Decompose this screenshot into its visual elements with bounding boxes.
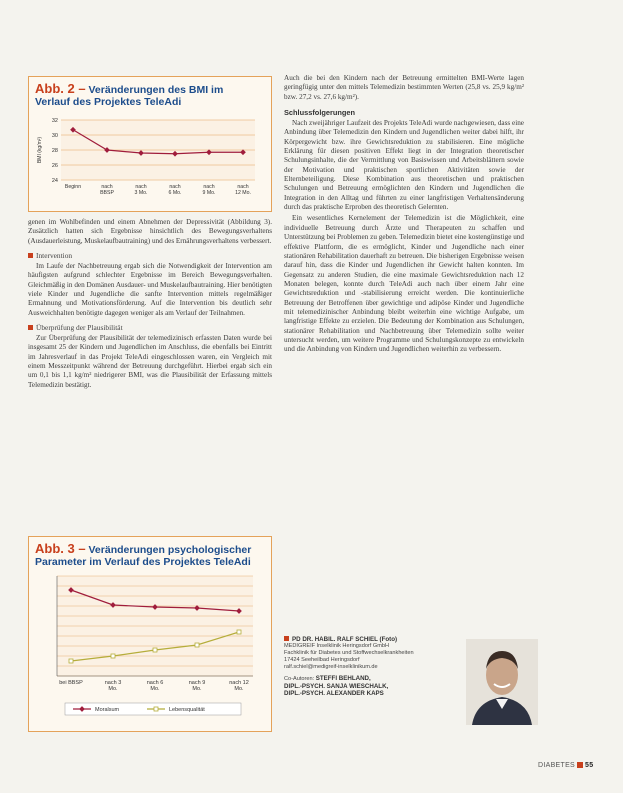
left-head-2-text: Überprüfung der Plausibilität xyxy=(36,323,123,333)
figure-2-title xyxy=(35,83,265,108)
coauthors xyxy=(284,675,464,683)
lebensqualitaet-point xyxy=(69,659,73,663)
coauthor-1: STEFFI BEHLAND, xyxy=(315,675,371,682)
author-name-text: PD DR. HABIL. RALF SCHIEL (Foto) xyxy=(292,636,398,643)
coauthor-3: DIPL.-PSYCH. ALEXANDER KAPS xyxy=(284,690,384,697)
legend-label-1: Lebensqualität xyxy=(169,707,205,713)
author-box xyxy=(284,636,464,697)
figure-2 xyxy=(28,76,272,212)
figure-3-label: Abb. 3 – xyxy=(35,541,86,556)
legend-label-0: Moralsum xyxy=(95,707,120,713)
y-tick-label: 30 xyxy=(51,133,58,139)
y-axis-label: BMI (kg/m²) xyxy=(37,136,43,164)
figure-2-title-line2: Verlauf des Projektes TeleAdi xyxy=(35,96,182,108)
figure-3 xyxy=(28,536,272,732)
left-head-1 xyxy=(28,251,272,260)
left-para-1: genen im Wohlbefinden und einem Abnehmen der Depressivität (Abbildung 3). Zusätzlich hatten sich Ergebnisse hinsichtlich des Bewegungsverhaltens (Ausdauerleistung, Muskelaufbautraining) und des Ernährungsverhaltens verbessert. xyxy=(28,218,272,245)
legend-marker-1 xyxy=(154,707,158,711)
page-number: 55 xyxy=(585,762,594,769)
page-footer xyxy=(538,762,593,769)
x-tick-label: nach 12 Mo. xyxy=(229,680,249,692)
author-affil-1: MEDIGREIF Inselklinik Heringsdorf GmbH xyxy=(284,643,390,649)
figure-3-title xyxy=(35,543,265,568)
x-tick-label: bei BBSP xyxy=(59,680,83,686)
author-affil-4: ralf.schiel@medigreif-inselklinikum.de xyxy=(284,664,378,670)
lebensqualitaet-point xyxy=(195,643,199,647)
author-affil-2: Fachklinik für Diabetes und Stoffwechselkrankheiten xyxy=(284,650,414,656)
coauthors-label: Co-Autoren: xyxy=(284,676,315,682)
right-para-1: Nach zweijähriger Laufzeit des Projekts TeleAdi wurde nachgewiesen, dass eine Anbindung über Telemedizin den Kindern und Jugendlichen weiter dabei hilft, ihr Körpergewicht bzw. ihre Gewichtsreduktion zu stabilisieren. Eine mögliche Erklärung für diesen positiven Effekt liegt in der Integration theoretischer Schulungsinhalte, die der Vermittlung von Basiswissen und Arbeitsblättern sowie der Motivation und praktischen sportlichen Aktivitäten sowie der Elternbeteiligung. Diese Kombination aus theoretischen und praktischen Schulungen und Betreuung ermöglichten den Kindern und Jugendlichen die Integration in den Alltag und führten zu einer langfristigen Verhaltensänderung durch das praktische Erproben des theoretisch Gelernten. xyxy=(284,119,524,212)
x-tick-label: nach 12 Mo. xyxy=(235,184,251,196)
y-tick-label: 24 xyxy=(51,178,58,184)
x-tick-label: nach BBSP xyxy=(100,184,114,196)
x-tick-label: Beginn xyxy=(64,184,82,190)
figure-2-title-line1: Veränderungen des BMI im xyxy=(88,84,224,96)
y-tick-label: 32 xyxy=(51,118,58,124)
figure-3-title-line1: Veränderungen psychologischer xyxy=(88,544,252,556)
footer-square-icon xyxy=(577,762,583,768)
x-tick-label: nach 9 Mo. xyxy=(202,184,216,196)
footer-magazine: DIABETES xyxy=(538,762,576,769)
x-tick-label: nach 3 Mo. xyxy=(134,184,148,196)
right-para-2: Ein wesentliches Kernelement der Telemedizin ist die Möglichkeit, eine individuelle Betreuung durch Ärzte und Therapeuten zu schaffen und Unterstützung bei Problemen zu geben. Telemedizin bietet eine kostengünstige und effektive Plattform, die es ermöglicht, Kinder und Jugendliche nach einer stationären Rehabilitation dauerhaft zu betreuen. Die bisherigen Ergebnisse weisen darauf hin, dass die Kinder und Jugendlichen ihr Gewicht halten konnten. Im Gegensatz zu anderen Studien, die eine maximale Gewichtsreduktion nach 12 Monaten belegen, konnte durch TeleAdi auch nach über einem Jahr eine Gewichtsreduktion und -stabilisierung erreicht werden. Die kontinuierliche Betreuung der Betroffenen über gewichtige und adipöse Kinder und Jugendliche mit telemedizinischer Anbindung bleibt weiterhin eine wichtige Aufgabe, um langfristige Effekte zu erzielen. Die Bedeutung der Kombination aus Schulungen, stationärer Rehabilitation und Nachbetreuung über Telemedizin sollte weiter untersucht werden, um weitere Programme und Schulungskonzepte zu entwickeln und die Anbindung von Kindern und Jugendlichen weiterhin zu verbessern. xyxy=(284,214,524,354)
left-para-2: Im Laufe der Nachbetreuung ergab sich die Notwendigkeit der Intervention am häufigsten aufgrund schlechter Ergebnisse im Bereich Bewegungsverhalten. Gleichmäßig in den Domänen Ausdauer- und Muskelaufbautraining. Hier benötigten viele Kinder und Jugendliche die sanfte Intervention mittels regelmäßiger Ermahnung und Motivationsförderung. Auf die Intervention bis deutlich sehr Ausweichhalten benötigte dagegen weniger als am Verlauf der Teilnahmen. xyxy=(28,262,272,317)
figure-3-title-line2: Parameter im Verlauf des Projektes TeleAdi xyxy=(35,556,251,568)
author-affil-3: 17424 Seeheilbad Heringsdorf xyxy=(284,657,360,663)
author-photo xyxy=(466,639,538,725)
x-tick-label: nach 6 Mo. xyxy=(168,184,182,196)
left-column xyxy=(28,76,272,390)
lebensqualitaet-point xyxy=(153,648,157,652)
y-tick-label: 28 xyxy=(51,148,58,154)
left-head-2 xyxy=(28,323,272,332)
left-head-1-text: Intervention xyxy=(36,251,73,261)
left-para-3: Zur Überprüfung der Plausibilität der telemedizinisch erfassten Daten wurde bei insgesamt 25 der Kindern und Jugendlichen im Anschluss, die ebenfalls bei Eintritt im Jahresverlauf in das Projekt TeleAdi eingeschlossen waren, ein Vergleich mit einem Messzeitpunkt während der Betreuung durchgeführt. Hierbei ergab sich ein um 0,1 bis 1,1 kg/m² niedrigerer BMI, was die Plausibilität der Erfassung mittels Telemedizin bestätigt. xyxy=(28,334,272,389)
coauthor-2: DIPL.-PSYCH. SANJA WIESCHALK, xyxy=(284,683,389,690)
lebensqualitaet-point xyxy=(237,630,241,634)
x-tick-label: nach 9 Mo. xyxy=(188,680,206,692)
author-portrait-image xyxy=(466,639,538,725)
author-name xyxy=(284,636,464,643)
x-tick-label: nach 6 Mo. xyxy=(146,680,164,692)
lebensqualitaet-point xyxy=(111,654,115,658)
bmi-chart xyxy=(35,110,265,210)
figure-2-label: Abb. 2 – xyxy=(35,81,86,96)
right-para-0: Auch die bei den Kindern nach der Betreuung ermittelten BMI-Werte lagen geringfügig unter den mittels Telemedizin bestimmten Werten (25,8 vs. 25,9 kg/m² bzw. 27,2 vs. 27,6 kg/m²). xyxy=(284,74,524,101)
psych-chart xyxy=(35,570,265,726)
right-head-1: Schlussfolgerungen xyxy=(284,108,356,118)
right-column xyxy=(284,74,524,355)
left-text xyxy=(28,218,272,390)
y-tick-label: 26 xyxy=(51,163,58,169)
x-tick-label: nach 3 Mo. xyxy=(104,680,122,692)
